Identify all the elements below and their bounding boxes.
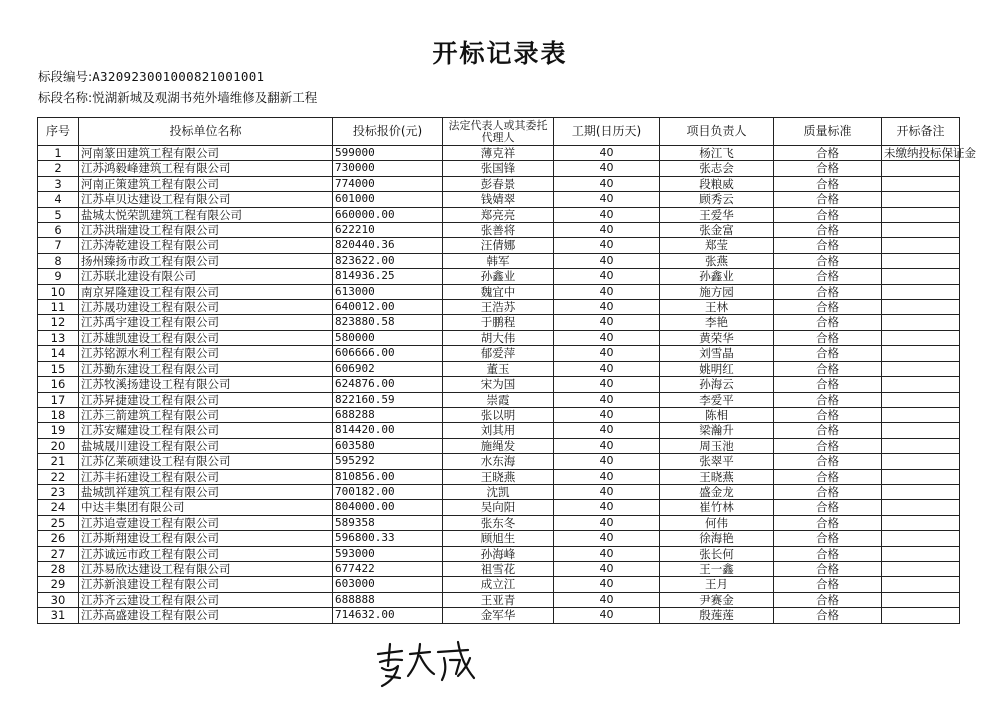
row-seq: 6 <box>38 223 79 238</box>
row-remark <box>882 561 960 576</box>
row-unit-name: 扬州臻扬市政工程有限公司 <box>79 253 333 268</box>
row-quality-standard: 合格 <box>774 454 882 469</box>
row-bid-price: 823880.58 <box>333 315 443 330</box>
row-period: 40 <box>554 192 660 207</box>
row-representative: 祖雪花 <box>443 561 554 576</box>
table-row <box>38 223 960 238</box>
row-seq: 17 <box>38 392 79 407</box>
header-remark: 开标备注 <box>882 118 960 146</box>
row-period: 40 <box>554 377 660 392</box>
row-representative: 郁爱萍 <box>443 346 554 361</box>
page-title: 开标记录表 <box>432 39 568 68</box>
table-header-row <box>38 118 960 146</box>
row-representative: 王亚青 <box>443 592 554 607</box>
table-row <box>38 469 960 484</box>
row-project-manager: 李艳 <box>660 315 774 330</box>
row-project-manager: 孙鑫业 <box>660 269 774 284</box>
header-price: 投标报价(元) <box>333 118 443 146</box>
table-row <box>38 284 960 299</box>
row-seq: 2 <box>38 161 79 176</box>
row-project-manager: 尹赛金 <box>660 592 774 607</box>
row-representative: 胡大伟 <box>443 330 554 345</box>
row-bid-price: 580000 <box>333 330 443 345</box>
row-unit-name: 江苏诚远市政工程有限公司 <box>79 546 333 561</box>
row-quality-standard: 合格 <box>774 423 882 438</box>
row-bid-price: 823622.00 <box>333 253 443 268</box>
row-unit-name: 江苏晟功建设工程有限公司 <box>79 300 333 315</box>
row-seq: 9 <box>38 269 79 284</box>
row-project-manager: 周玉池 <box>660 438 774 453</box>
row-unit-name: 江苏三箭建筑工程有限公司 <box>79 407 333 422</box>
row-remark <box>882 392 960 407</box>
row-project-manager: 刘雪晶 <box>660 346 774 361</box>
row-representative: 钱婧翠 <box>443 192 554 207</box>
row-unit-name: 江苏勤东建设工程有限公司 <box>79 361 333 376</box>
row-representative: 魏宜中 <box>443 284 554 299</box>
table-row <box>38 546 960 561</box>
section-code-label: 标段编号: <box>38 69 93 84</box>
row-period: 40 <box>554 438 660 453</box>
row-unit-name: 盐城凯祥建筑工程有限公司 <box>79 484 333 499</box>
table-row <box>38 377 960 392</box>
row-unit-name: 江苏齐云建设工程有限公司 <box>79 592 333 607</box>
row-representative: 张以明 <box>443 407 554 422</box>
row-project-manager: 段粮威 <box>660 176 774 191</box>
row-quality-standard: 合格 <box>774 407 882 422</box>
row-bid-price: 814420.00 <box>333 423 443 438</box>
row-seq: 11 <box>38 300 79 315</box>
header-rep: 法定代表人或其委托代理人 <box>443 118 554 146</box>
row-period: 40 <box>554 546 660 561</box>
row-remark <box>882 315 960 330</box>
row-project-manager: 梁瀚升 <box>660 423 774 438</box>
row-seq: 18 <box>38 407 79 422</box>
row-remark <box>882 500 960 515</box>
row-bid-price: 700182.00 <box>333 484 443 499</box>
row-bid-price: 606666.00 <box>333 346 443 361</box>
row-bid-price: 624876.00 <box>333 377 443 392</box>
row-representative: 宋为国 <box>443 377 554 392</box>
row-period: 40 <box>554 608 660 623</box>
row-unit-name: 河南篆田建筑工程有限公司 <box>79 146 333 161</box>
row-quality-standard: 合格 <box>774 577 882 592</box>
row-bid-price: 822160.59 <box>333 392 443 407</box>
row-bid-price: 613000 <box>333 284 443 299</box>
row-quality-standard: 合格 <box>774 361 882 376</box>
row-remark <box>882 469 960 484</box>
row-seq: 13 <box>38 330 79 345</box>
header-seq: 序号 <box>38 118 79 146</box>
row-representative: 汪倩娜 <box>443 238 554 253</box>
row-quality-standard: 合格 <box>774 300 882 315</box>
table-row <box>38 300 960 315</box>
row-quality-standard: 合格 <box>774 500 882 515</box>
row-unit-name: 江苏铭源水利工程有限公司 <box>79 346 333 361</box>
table-row <box>38 454 960 469</box>
row-remark <box>882 377 960 392</box>
row-project-manager: 王一鑫 <box>660 561 774 576</box>
row-project-manager: 张金富 <box>660 223 774 238</box>
header-unit: 投标单位名称 <box>79 118 333 146</box>
row-representative: 吴向阳 <box>443 500 554 515</box>
row-unit-name: 江苏亿莱硕建设工程有限公司 <box>79 454 333 469</box>
table-row <box>38 392 960 407</box>
row-bid-price: 593000 <box>333 546 443 561</box>
section-code-line <box>38 67 264 85</box>
row-quality-standard: 合格 <box>774 253 882 268</box>
row-unit-name: 江苏昇捷建设工程有限公司 <box>79 392 333 407</box>
row-bid-price: 804000.00 <box>333 500 443 515</box>
row-project-manager: 张燕 <box>660 253 774 268</box>
table-row <box>38 423 960 438</box>
row-project-manager: 张长何 <box>660 546 774 561</box>
row-remark <box>882 161 960 176</box>
row-quality-standard: 合格 <box>774 592 882 607</box>
row-unit-name: 南京昇隆建设工程有限公司 <box>79 284 333 299</box>
table-row <box>38 592 960 607</box>
row-seq: 10 <box>38 284 79 299</box>
row-project-manager: 张志会 <box>660 161 774 176</box>
row-project-manager: 黄荣华 <box>660 330 774 345</box>
row-bid-price: 603000 <box>333 577 443 592</box>
row-representative: 水东海 <box>443 454 554 469</box>
row-representative: 张国锋 <box>443 161 554 176</box>
table-row <box>38 238 960 253</box>
row-quality-standard: 合格 <box>774 392 882 407</box>
row-bid-price: 810856.00 <box>333 469 443 484</box>
table-row <box>38 531 960 546</box>
row-remark <box>882 223 960 238</box>
row-remark <box>882 284 960 299</box>
row-seq: 5 <box>38 207 79 222</box>
row-bid-price: 640012.00 <box>333 300 443 315</box>
row-remark <box>882 454 960 469</box>
row-project-manager: 盛金龙 <box>660 484 774 499</box>
row-period: 40 <box>554 346 660 361</box>
row-quality-standard: 合格 <box>774 330 882 345</box>
row-quality-standard: 合格 <box>774 469 882 484</box>
row-seq: 24 <box>38 500 79 515</box>
row-project-manager: 王爱华 <box>660 207 774 222</box>
table-row <box>38 330 960 345</box>
header-period: 工期(日历天) <box>554 118 660 146</box>
row-remark <box>882 207 960 222</box>
row-representative: 彭春景 <box>443 176 554 191</box>
row-period: 40 <box>554 361 660 376</box>
row-seq: 30 <box>38 592 79 607</box>
row-representative: 成立江 <box>443 577 554 592</box>
row-unit-name: 盐城晟川建设工程有限公司 <box>79 438 333 453</box>
row-quality-standard: 合格 <box>774 269 882 284</box>
row-quality-standard: 合格 <box>774 207 882 222</box>
row-bid-price: 595292 <box>333 454 443 469</box>
row-quality-standard: 合格 <box>774 315 882 330</box>
table-row <box>38 407 960 422</box>
row-period: 40 <box>554 161 660 176</box>
row-unit-name: 江苏易欣达建设工程有限公司 <box>79 561 333 576</box>
row-seq: 19 <box>38 423 79 438</box>
row-period: 40 <box>554 423 660 438</box>
row-quality-standard: 合格 <box>774 484 882 499</box>
row-seq: 25 <box>38 515 79 530</box>
row-period: 40 <box>554 592 660 607</box>
row-representative: 薄克祥 <box>443 146 554 161</box>
row-bid-price: 589358 <box>333 515 443 530</box>
row-remark <box>882 577 960 592</box>
row-project-manager: 王月 <box>660 577 774 592</box>
row-quality-standard: 合格 <box>774 238 882 253</box>
row-unit-name: 江苏追壹建设工程有限公司 <box>79 515 333 530</box>
row-remark <box>882 546 960 561</box>
table-row <box>38 577 960 592</box>
row-seq: 7 <box>38 238 79 253</box>
row-remark <box>882 269 960 284</box>
row-period: 40 <box>554 300 660 315</box>
row-quality-standard: 合格 <box>774 608 882 623</box>
row-bid-price: 714632.00 <box>333 608 443 623</box>
row-period: 40 <box>554 315 660 330</box>
row-seq: 20 <box>38 438 79 453</box>
row-remark <box>882 407 960 422</box>
row-representative: 王浩苏 <box>443 300 554 315</box>
table-row <box>38 484 960 499</box>
header-quality: 质量标准 <box>774 118 882 146</box>
row-project-manager: 顾秀云 <box>660 192 774 207</box>
row-bid-price: 622210 <box>333 223 443 238</box>
table-row <box>38 161 960 176</box>
row-representative: 施绳发 <box>443 438 554 453</box>
row-project-manager: 张翠平 <box>660 454 774 469</box>
row-period: 40 <box>554 330 660 345</box>
row-unit-name: 江苏丰拓建设工程有限公司 <box>79 469 333 484</box>
row-seq: 14 <box>38 346 79 361</box>
section-name-line <box>38 88 317 106</box>
row-unit-name: 江苏安耀建设工程有限公司 <box>79 423 333 438</box>
table-row <box>38 515 960 530</box>
row-period: 40 <box>554 284 660 299</box>
row-unit-name: 江苏卓贝达建设工程有限公司 <box>79 192 333 207</box>
row-remark <box>882 192 960 207</box>
row-period: 40 <box>554 500 660 515</box>
table-row <box>38 253 960 268</box>
row-representative: 于鹏程 <box>443 315 554 330</box>
row-representative: 韩军 <box>443 253 554 268</box>
section-name-value: 悦湖新城及观湖书苑外墙维修及翻新工程 <box>92 90 318 105</box>
row-quality-standard: 合格 <box>774 176 882 191</box>
row-seq: 1 <box>38 146 79 161</box>
row-remark <box>882 484 960 499</box>
row-project-manager: 王晓燕 <box>660 469 774 484</box>
row-representative: 崇霞 <box>443 392 554 407</box>
handwritten-signature <box>372 632 482 692</box>
table-row <box>38 176 960 191</box>
row-project-manager: 陈相 <box>660 407 774 422</box>
table-row <box>38 561 960 576</box>
row-bid-price: 660000.00 <box>333 207 443 222</box>
row-unit-name: 江苏鸿毅峰建筑工程有限公司 <box>79 161 333 176</box>
row-representative: 张东冬 <box>443 515 554 530</box>
row-representative: 王晓燕 <box>443 469 554 484</box>
row-seq: 3 <box>38 176 79 191</box>
row-bid-price: 820440.36 <box>333 238 443 253</box>
row-project-manager: 崔竹林 <box>660 500 774 515</box>
row-representative: 董玉 <box>443 361 554 376</box>
row-seq: 16 <box>38 377 79 392</box>
row-remark <box>882 515 960 530</box>
row-quality-standard: 合格 <box>774 377 882 392</box>
row-bid-price: 677422 <box>333 561 443 576</box>
row-project-manager: 郑莹 <box>660 238 774 253</box>
row-quality-standard: 合格 <box>774 146 882 161</box>
table-row <box>38 608 960 623</box>
row-bid-price: 688888 <box>333 592 443 607</box>
header-manager: 项目负责人 <box>660 118 774 146</box>
row-remark <box>882 423 960 438</box>
row-remark <box>882 176 960 191</box>
row-period: 40 <box>554 577 660 592</box>
section-name-label: 标段名称: <box>38 90 93 105</box>
row-remark <box>882 592 960 607</box>
row-unit-name: 江苏洪瑞建设工程有限公司 <box>79 223 333 238</box>
row-seq: 28 <box>38 561 79 576</box>
row-period: 40 <box>554 454 660 469</box>
row-period: 40 <box>554 146 660 161</box>
table-row <box>38 346 960 361</box>
row-quality-standard: 合格 <box>774 561 882 576</box>
row-remark <box>882 608 960 623</box>
row-seq: 15 <box>38 361 79 376</box>
row-bid-price: 730000 <box>333 161 443 176</box>
row-bid-price: 596800.33 <box>333 531 443 546</box>
row-period: 40 <box>554 561 660 576</box>
row-bid-price: 601000 <box>333 192 443 207</box>
row-period: 40 <box>554 407 660 422</box>
row-seq: 8 <box>38 253 79 268</box>
row-unit-name: 江苏牧溪扬建设工程有限公司 <box>79 377 333 392</box>
bid-opening-table <box>37 117 976 624</box>
row-remark <box>882 438 960 453</box>
row-project-manager: 何伟 <box>660 515 774 530</box>
row-seq: 27 <box>38 546 79 561</box>
row-quality-standard: 合格 <box>774 438 882 453</box>
row-bid-price: 814936.25 <box>333 269 443 284</box>
row-seq: 31 <box>38 608 79 623</box>
table-row <box>38 269 960 284</box>
row-project-manager: 李爱平 <box>660 392 774 407</box>
row-unit-name: 江苏斯翔建设工程有限公司 <box>79 531 333 546</box>
row-bid-price: 603580 <box>333 438 443 453</box>
row-project-manager: 徐海艳 <box>660 531 774 546</box>
table-row <box>38 315 960 330</box>
row-unit-name: 江苏联北建设有限公司 <box>79 269 333 284</box>
row-representative: 顾旭生 <box>443 531 554 546</box>
row-unit-name: 江苏涛乾建设工程有限公司 <box>79 238 333 253</box>
row-bid-price: 606902 <box>333 361 443 376</box>
table-row <box>38 361 960 376</box>
row-period: 40 <box>554 223 660 238</box>
row-quality-standard: 合格 <box>774 546 882 561</box>
table-body <box>38 146 976 624</box>
row-remark <box>882 531 960 546</box>
table-row <box>38 146 960 161</box>
row-bid-price: 599000 <box>333 146 443 161</box>
row-unit-name: 江苏雄凯建设工程有限公司 <box>79 330 333 345</box>
row-remark <box>882 300 960 315</box>
row-period: 40 <box>554 269 660 284</box>
section-code-value: A3209230010008210010​01 <box>92 69 265 84</box>
row-remark <box>882 253 960 268</box>
row-period: 40 <box>554 176 660 191</box>
row-remark <box>882 330 960 345</box>
row-quality-standard: 合格 <box>774 192 882 207</box>
table-row <box>38 207 960 222</box>
row-quality-standard: 合格 <box>774 161 882 176</box>
row-quality-standard: 合格 <box>774 515 882 530</box>
row-seq: 12 <box>38 315 79 330</box>
row-project-manager: 殷莲莲 <box>660 608 774 623</box>
row-remark: 未缴纳投标保证金 <box>882 146 960 161</box>
row-project-manager: 杨江飞 <box>660 146 774 161</box>
row-project-manager: 王林 <box>660 300 774 315</box>
row-representative: 刘其用 <box>443 423 554 438</box>
row-period: 40 <box>554 253 660 268</box>
row-seq: 4 <box>38 192 79 207</box>
row-period: 40 <box>554 207 660 222</box>
row-project-manager: 施方园 <box>660 284 774 299</box>
row-period: 40 <box>554 515 660 530</box>
row-period: 40 <box>554 238 660 253</box>
table-row <box>38 500 960 515</box>
row-project-manager: 姚明红 <box>660 361 774 376</box>
row-unit-name: 盐城太悦荣凯建筑工程有限公司 <box>79 207 333 222</box>
row-quality-standard: 合格 <box>774 346 882 361</box>
table-row <box>38 438 960 453</box>
row-period: 40 <box>554 484 660 499</box>
row-unit-name: 江苏高盛建设工程有限公司 <box>79 608 333 623</box>
row-bid-price: 688288 <box>333 407 443 422</box>
row-unit-name: 河南正策建筑工程有限公司 <box>79 176 333 191</box>
row-seq: 22 <box>38 469 79 484</box>
row-remark <box>882 361 960 376</box>
row-seq: 21 <box>38 454 79 469</box>
row-project-manager: 孙海云 <box>660 377 774 392</box>
row-quality-standard: 合格 <box>774 531 882 546</box>
row-quality-standard: 合格 <box>774 223 882 238</box>
row-unit-name: 江苏新浪建设工程有限公司 <box>79 577 333 592</box>
row-representative: 孙海峰 <box>443 546 554 561</box>
row-bid-price: 774000 <box>333 176 443 191</box>
row-remark <box>882 238 960 253</box>
row-seq: 29 <box>38 577 79 592</box>
table-row <box>38 192 960 207</box>
row-quality-standard: 合格 <box>774 284 882 299</box>
row-unit-name: 江苏禹宇建设工程有限公司 <box>79 315 333 330</box>
row-representative: 金军华 <box>443 608 554 623</box>
row-seq: 26 <box>38 531 79 546</box>
row-representative: 郑亮亮 <box>443 207 554 222</box>
row-remark <box>882 346 960 361</box>
row-period: 40 <box>554 392 660 407</box>
row-period: 40 <box>554 531 660 546</box>
row-seq: 23 <box>38 484 79 499</box>
row-period: 40 <box>554 469 660 484</box>
row-representative: 孙鑫业 <box>443 269 554 284</box>
row-representative: 沈凯 <box>443 484 554 499</box>
row-representative: 张善将 <box>443 223 554 238</box>
row-unit-name: 中达丰集团有限公司 <box>79 500 333 515</box>
